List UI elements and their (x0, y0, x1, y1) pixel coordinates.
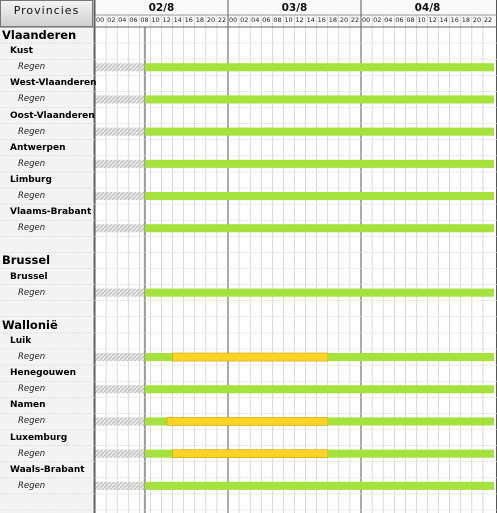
heavy-rain-bar (167, 417, 328, 425)
hour-tick-label: 14 (439, 16, 448, 24)
hour-tick-label: 08 (140, 16, 149, 24)
weather-type-label: Regen (18, 223, 46, 234)
province-label: Luxemburg (10, 432, 68, 443)
provinces-column-header[interactable]: Provincies (0, 0, 93, 27)
hour-tick-label: 12 (162, 16, 171, 24)
province-label: West-Vlaanderen (10, 78, 97, 89)
hour-tick-label: 22 (217, 16, 227, 24)
day-label: 02/8 (148, 2, 175, 14)
weather-type-label: Regen (18, 352, 46, 362)
hour-tick-label: 22 (350, 16, 360, 24)
rain-bar (145, 385, 494, 393)
hour-tick-label: 12 (295, 16, 304, 24)
province-label: Namen (10, 400, 46, 411)
hour-tick-label: 06 (395, 16, 404, 24)
weather-type-label: Regen (18, 480, 46, 491)
hour-tick-label: 02 (373, 16, 382, 24)
hour-tick-label: 08 (273, 16, 282, 24)
rain-bar (145, 450, 173, 458)
weather-type-label: Regen (18, 416, 46, 427)
hour-tick-label: 00 (96, 16, 105, 24)
hour-tick-label: 06 (262, 16, 271, 24)
rain-bar (145, 417, 167, 425)
rain-bar (145, 482, 494, 490)
weather-type-label: Regen (18, 287, 46, 298)
province-label: Limburg (10, 174, 52, 185)
province-label: Brussel (10, 271, 48, 282)
region-label: Wallonië (2, 317, 58, 332)
day-label: 04/8 (414, 2, 441, 14)
hour-tick-label: 14 (306, 16, 315, 24)
rain-bar (145, 192, 494, 200)
day-label: 03/8 (281, 2, 308, 14)
hour-tick-label: 08 (406, 16, 415, 24)
region-label: Vlaanderen (2, 28, 77, 42)
weather-type-label: Regen (18, 126, 46, 137)
province-label: Luik (10, 335, 32, 346)
hour-tick-label: 20 (206, 16, 216, 24)
rain-bar (328, 450, 494, 458)
hour-tick-label: 04 (384, 16, 393, 24)
province-label: Waals-Brabant (10, 464, 85, 475)
weather-type-label: Regen (18, 62, 46, 73)
weather-type-label: Regen (18, 94, 46, 105)
heavy-rain-bar (173, 450, 328, 458)
rain-bar (145, 353, 173, 361)
hour-tick-label: 02 (107, 16, 116, 24)
region-label: Brussel (2, 253, 51, 268)
hour-tick-label: 18 (195, 16, 205, 24)
hour-tick-label: 00 (229, 16, 238, 24)
hour-tick-label: 18 (461, 16, 471, 24)
province-label: Oost-Vlaanderen (10, 110, 95, 121)
hour-tick-label: 10 (417, 16, 426, 24)
rain-bar (145, 63, 494, 71)
hour-tick-label: 22 (483, 16, 493, 24)
province-label: Vlaams-Brabant (10, 207, 92, 218)
hour-tick-label: 00 (362, 16, 371, 24)
hour-tick-label: 14 (173, 16, 182, 24)
rain-bar (145, 224, 494, 232)
province-label: Kust (10, 46, 33, 57)
province-label: Antwerpen (10, 142, 66, 153)
hour-tick-label: 16 (317, 16, 326, 24)
rain-bar (145, 128, 494, 136)
hour-tick-label: 12 (428, 16, 437, 24)
hour-tick-label: 16 (184, 16, 193, 24)
weather-type-label: Regen (18, 384, 46, 395)
rain-bar (145, 289, 494, 297)
hour-tick-label: 10 (151, 16, 160, 24)
hour-tick-label: 20 (472, 16, 482, 24)
weather-type-label: Regen (18, 191, 46, 201)
rain-bar (328, 353, 494, 361)
province-label: Henegouwen (10, 368, 77, 379)
hour-tick-label: 16 (450, 16, 459, 24)
hour-tick-label: 06 (129, 16, 138, 24)
heavy-rain-bar (173, 353, 328, 361)
rain-bar (145, 95, 494, 103)
hour-tick-label: 18 (328, 16, 338, 24)
weather-type-label: Regen (18, 448, 46, 459)
hour-tick-label: 10 (284, 16, 293, 24)
hour-tick-label: 04 (251, 16, 260, 24)
hour-tick-label: 04 (118, 16, 127, 24)
rain-bar (328, 417, 494, 425)
hour-tick-label: 20 (339, 16, 349, 24)
rain-bar (145, 160, 494, 168)
weather-type-label: Regen (18, 158, 46, 169)
hour-tick-label: 02 (240, 16, 249, 24)
